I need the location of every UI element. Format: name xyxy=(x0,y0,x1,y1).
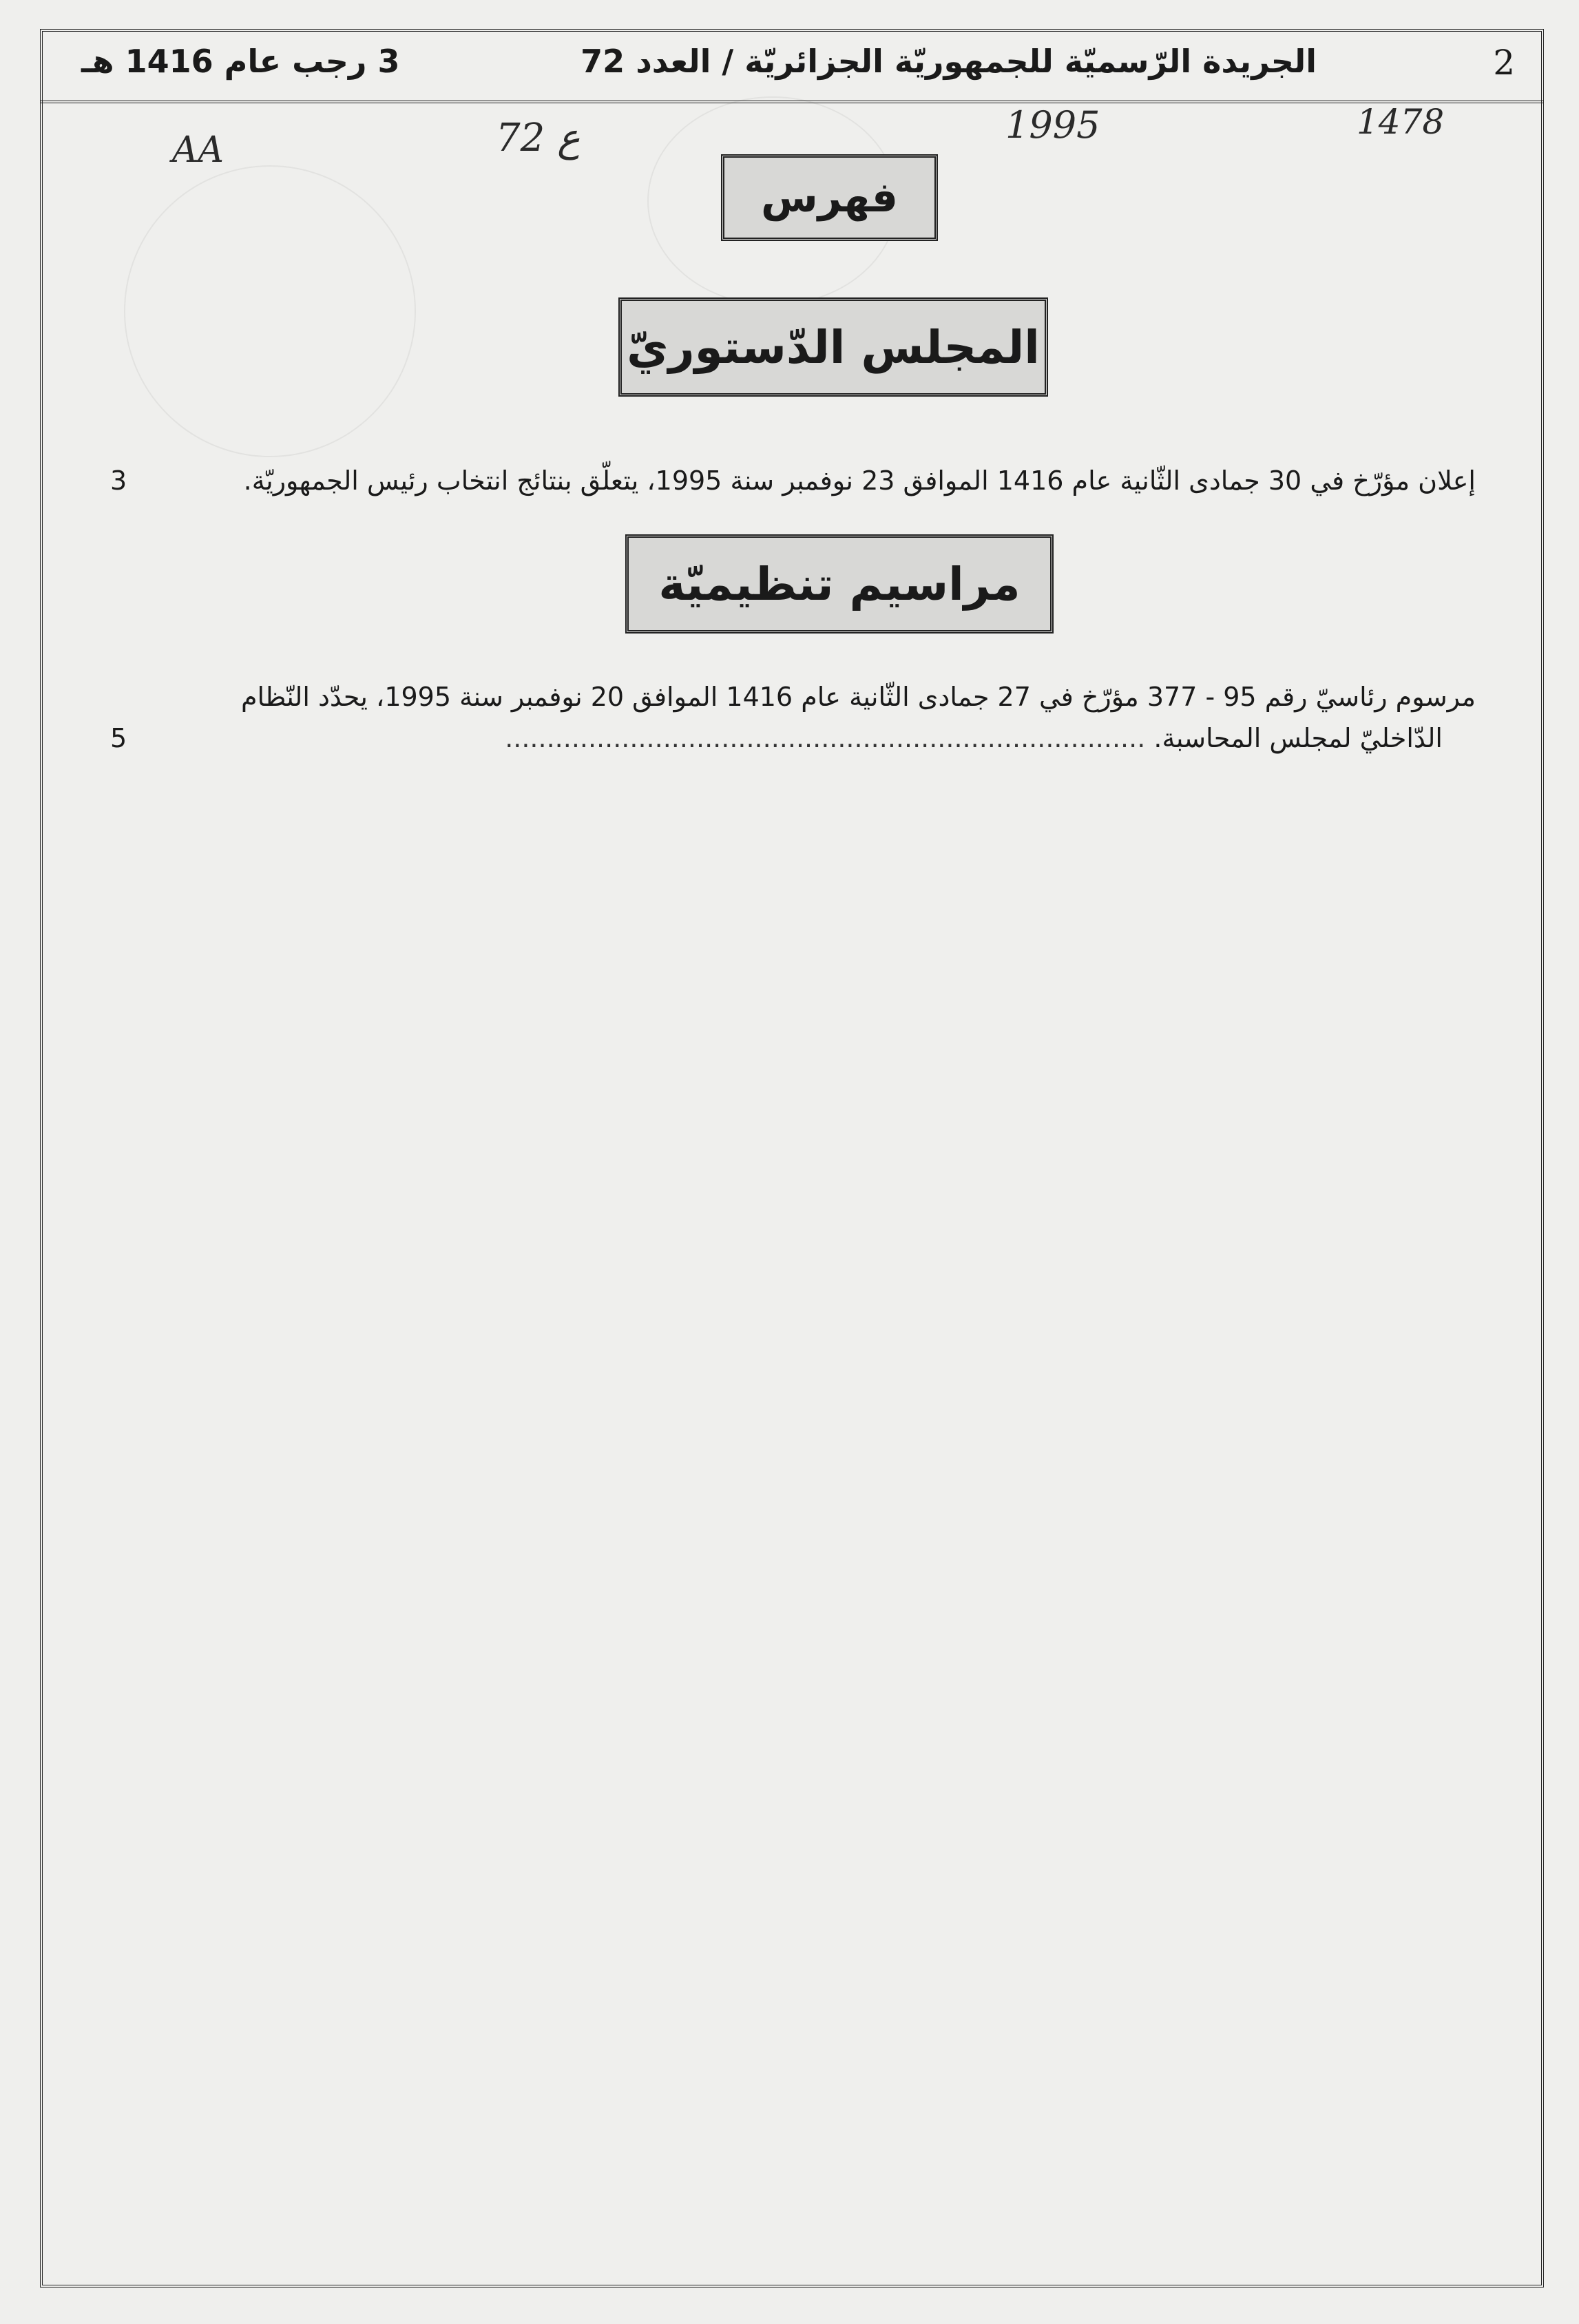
journal-title: الجريدة الرّسميّة للجمهوريّة الجزائريّة / العدد 72 xyxy=(581,43,1317,80)
handwritten-note: 1478 xyxy=(1357,102,1445,142)
section-heading-regulatory-decrees: مراسيم تنظيميّة xyxy=(625,534,1054,634)
dot-leader: ............................................................................. xyxy=(505,723,1146,753)
hijri-date: 3 رجب عام 1416 هـ xyxy=(81,43,400,80)
handwritten-note: AA xyxy=(172,129,224,171)
handwritten-note: 72 ع xyxy=(496,116,581,160)
handwritten-note: 1995 xyxy=(1005,103,1100,147)
toc-entry-text: مرسوم رئاسيّ رقم 95 - 377 مؤرّخ في 27 جمادى الثّانية عام 1416 الموافق 20 نوفمبر سنة 1995، يحدّد النّظام xyxy=(241,682,1476,712)
section-heading-constitutional-council: المجلس الدّستوريّ xyxy=(618,297,1048,397)
toc-entry-text: الدّاخليّ لمجلس المحاسبة. xyxy=(1153,723,1443,753)
index-title: فهرس xyxy=(721,154,938,241)
page-number: 2 xyxy=(1493,43,1515,83)
toc-page-number: 5 xyxy=(110,723,127,753)
toc-entry-text: إعلان مؤرّخ في 30 جمادى الثّانية عام 1416 الموافق 23 نوفمبر سنة 1995، يتعلّق بنتائج انتخاب رئيس الجمهوريّة. xyxy=(243,465,1476,496)
journal-header xyxy=(40,29,1544,103)
toc-entry xyxy=(241,682,1476,712)
toc-entry-continuation xyxy=(505,723,1443,753)
toc-page-number: 3 xyxy=(110,465,127,496)
toc-entry xyxy=(244,465,1476,496)
